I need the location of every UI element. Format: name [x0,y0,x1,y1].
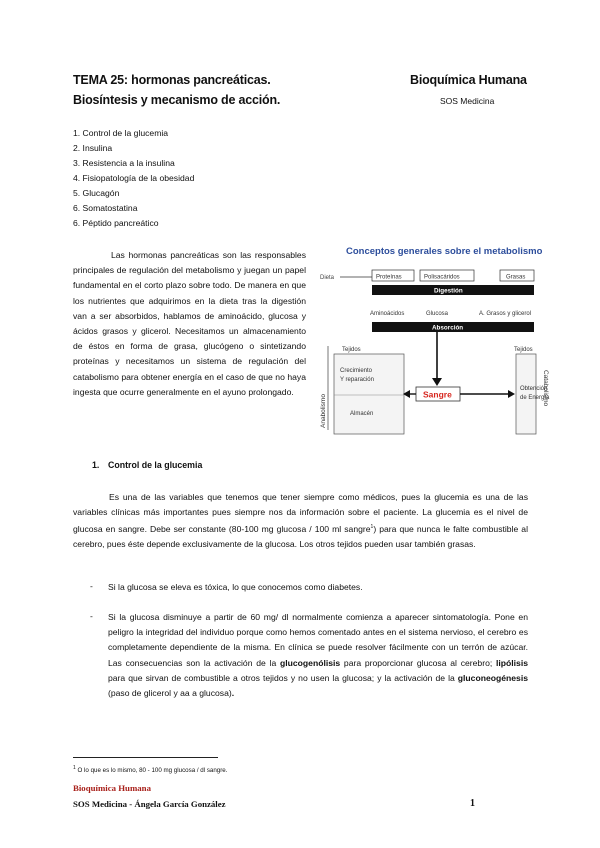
energia-label: de Energía [520,395,550,401]
toc-item: 3. Resistencia a la insulina [73,158,175,168]
input-polisacaridos: Polisacáridos [424,274,460,281]
anabolismo-label: Anabolismo [320,394,327,428]
source-label: SOS Medicina [440,96,495,106]
footer-subject: Bioquímica Humana [73,783,151,793]
product-glucosa: Glucosa [426,311,449,317]
bullet-dash: - [90,611,93,621]
input-proteinas: Proteínas [376,274,402,281]
obtencion-label: Obtención [520,386,548,392]
reparacion-label: Y reparación [340,377,374,383]
product-grasos: A. Grasos y glicerol [479,311,532,317]
input-grasas: Grasas [506,274,526,281]
toc-item: 6. Somatostatina [73,203,138,213]
almacen-label: Almacén [350,411,374,417]
toc-item: 1. Control de la glucemia [73,128,169,138]
page-title-line1: TEMA 25: hormonas pancreáticas. [73,73,271,87]
catabolismo-label: Catabolismo [542,370,549,407]
tejidos-left-box [334,354,404,434]
section-number: 1. [92,460,100,470]
arrow-head [432,378,442,386]
footnote: $^1$ O lo que es lo mismo, 80 - 100 mg glucosa / dl sangre. [73,765,228,775]
tejidos-left-label: Tejidos [342,347,361,353]
page-number: 1 [470,798,475,809]
footer-author: SOS Medicina - Ángela García González [73,799,226,809]
bullet-item: Si la glucosa disminuye a partir de 60 mg/ dl normalmente comienza a aparecer sintomatología. Pone en peligro la integridad del individuo porque como hemos comentado antes en el sistema nervioso, el cerebro es completamente dependiente de la misma. En clínica se puede resolver fácilmente con un terrón de azúcar. Las consecuencias son la activación de la glucogenólisis para proporcionar glucosa al cerebro; lipólisis para que sirvan de combustible a otros tejidos y no usen la glucosa; y la activación de la gluconeogénesis (paso de glicerol y aa a glucosa). [108,612,528,699]
toc-item: 2. Insulina [73,143,113,153]
subject-title: Bioquímica Humana [410,73,527,87]
toc-item: 4. Fisiopatología de la obesidad [73,173,195,183]
intro-paragraph: Las hormonas pancreáticas son las responsables principales de regulación del metabolismo y juegan un papel fundamental en el corto plazo sobre todo. De manera en que los nutrientes que adquirimos en la dieta tras la digestión van a ser absorbidos, hablamos de aminoácido, glucosa y ácidos grasos y glicerol. Necesitamos un almacenamiento de éstos en forma de grasa, glucógeno o sintetizando proteínas y necesitamos un sistema de regulación del catabolismo para obtener energía en el caso de que no haya ingesta que ocurre generalmente en el ayuno prolongado. [73,250,306,397]
tejidos-right-box [516,354,536,434]
digestion-label: Digestión [434,287,463,295]
toc-item: 6. Péptido pancreático [73,218,159,228]
right-arrow-head [508,390,515,398]
footnote-separator [73,757,218,758]
section-heading: Control de la glucemia [108,460,203,470]
table-of-contents [73,126,194,231]
tejidos-right-label: Tejidos [514,347,533,353]
diagram-title: Conceptos generales sobre el metabolismo [346,246,543,257]
dieta-label: Dieta [320,275,335,281]
footnote-ref: 1 [370,524,374,531]
absorcion-label: Absorción [432,324,464,332]
bullet-item: Si la glucosa se eleva es tóxica, lo que conocemos como diabetes. [108,582,363,592]
product-aminoacidos: Aminoácidos [370,311,405,317]
metabolism-diagram [316,242,552,438]
crecimiento-label: Crecimiento [340,368,373,374]
bullet-dash: - [90,581,93,591]
sangre-label: Sangre [423,389,452,400]
toc-item: 5. Glucagón [73,188,120,198]
footnote-number: 1 [73,765,76,771]
page-title-line2: Biosíntesis y mecanismo de acción. [73,93,281,107]
section1-paragraph: Es una de las variables que tenemos que tener siempre como médicos, pues la glucemia es una de las variables clínicas más importantes pues siempre nos da información sobre el paciente. La glucemia es el nivel de glucosa en sangre. Debe ser constante (80-100 mg glucosa / 100 ml sangre$^1$) para que nunca le falte combustible al cerebro, pues éste depende exclusivamente de la glucosa. Los otros tejidos pueden usar también grasas. [73,492,528,550]
